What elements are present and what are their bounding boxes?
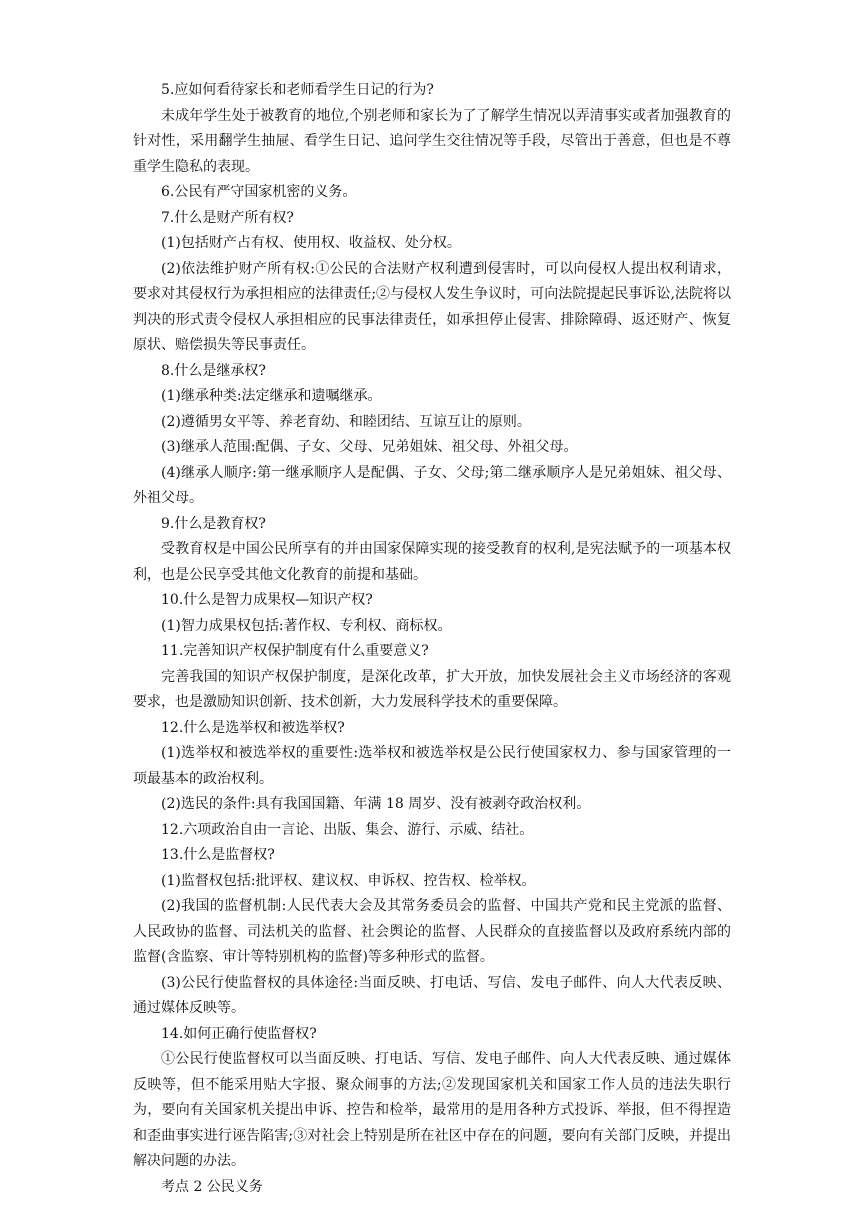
question-heading-9: 9.什么是教育权? (161, 515, 266, 532)
list-item-property-rights: (1)包括财产占有权、使用权、收益权、处分权。 (161, 235, 461, 251)
list-item-voter-conditions: (2)选民的条件:具有我国国籍、年满 18 周岁、没有被剥夺政治权利。 (161, 796, 591, 812)
question-heading-12: 12.什么是选举权和被选举权? (161, 719, 345, 736)
paragraph-student-privacy: 未成年学生处于被教育的地位,个别老师和家长为了了解学生情况以弄清事实或者加强教育的针对性，采用翻学生抽屉、看学生日记、追问学生交往情况等手段，尽管出于善意，但也是不尊重学生隐私的表现。 (133, 107, 731, 175)
question-heading-13: 13.什么是监督权? (161, 847, 275, 863)
list-item-inheritance-types: (1)继承种类:法定继承和遗嘱继承。 (161, 388, 382, 404)
paragraph-ip-significance: 完善我国的知识产权保护制度，是深化改革，扩大开放，加快发展社会主义市场经济的客观要求，也是激励知识创新、技术创新，大力发展科学技术的重要保障。 (133, 668, 731, 710)
question-heading-10: 10.什么是智力成果权—知识产权? (161, 592, 373, 608)
question-heading-14: 14.如何正确行使监督权? (161, 1025, 317, 1042)
list-item-election-importance: (1)选举权和被选举权的重要性:选举权和被选举权是公民行使国家权力、参与国家管理的一项最基本的政治权利。 (133, 745, 731, 787)
list-item-property-protection: (2)依法维护财产所有权:①公民的合法财产权利遭到侵害时，可以向侵权人提出权利请求，要求对其侵权行为承担相应的法律责任;②与侵权人发生争议时，可向法院提起民事诉讼,法院将以判决的形式责令侵权人承担相应的民事法律责任，如承担停止侵害、排除障碍、返还财产、恢复原状、赔偿损失等民事责任。 (133, 260, 731, 353)
document-body (133, 78, 731, 1200)
list-item-supervision-rights: (1)监督权包括:批评权、建议权、申诉权、控告权、检举权。 (161, 872, 536, 889)
question-heading-8: 8.什么是继承权? (161, 362, 266, 379)
list-item-intellectual-property: (1)智力成果权包括:著作权、专利权、商标权。 (161, 617, 452, 634)
list-item-heir-order: (4)继承人顺序:第一继承顺序人是配偶、子女、父母;第二继承顺序人是兄弟姐妹、祖父母、外祖父母。 (133, 464, 731, 506)
list-item-supervision-channels: (3)公民行使监督权的具体途径:当面反映、打电话、写信、发电子邮件、向人大代表反映、通过媒体反映等。 (133, 974, 731, 1016)
paragraph-supervision-practice: ①公民行使监督权可以当面反映、打电话、写信、发电子邮件、向人大代表反映、通过媒体反映等，但不能采用贴大字报、聚众闹事的方法;②发现国家机关和国家工作人员的违法失职行为，要向有关国家机关提出申诉、控告和检举，最常用的是用各种方式投诉、举报，但不得捏造和歪曲事实进行诬告陷害;③对社会上特别是所在社区中存在的问题，要向有关部门反映，并提出解决问题的办法。 (133, 1051, 731, 1169)
list-item-supervision-mechanism: (2)我国的监督机制:人民代表大会及其常务委员会的监督、中国共产党和民主党派的监督、人民政协的监督、司法机关的监督、社会舆论的监督、人民群众的直接监督以及政府系统内部的监督(含监察、审计等特别机构的监督)等多种形式的监督。 (133, 898, 731, 965)
statement-state-secrets: 6.公民有严守国家机密的义务。 (161, 184, 357, 200)
statement-political-freedoms: 12.六项政治自由一言论、出版、集会、游行、示威、结社。 (161, 821, 534, 838)
paragraph-education-right: 受教育权是中国公民所享有的并由国家保障实现的接受教育的权利,是宪法赋予的一项基本权利，也是公民享受其他文化教育的前提和基础。 (133, 541, 731, 583)
question-heading-11: 11.完善知识产权保护制度有什么重要意义? (161, 643, 429, 659)
list-item-inheritance-principles: (2)遵循男女平等、养老育幼、和睦团结、互谅互让的原则。 (161, 413, 531, 430)
section-heading-civic-duties: 考点 2 公民义务 (161, 1178, 263, 1195)
question-heading-5: 5.应如何看待家长和老师看学生日记的行为? (161, 82, 434, 98)
question-heading-7: 7.什么是财产所有权? (161, 209, 294, 226)
list-item-heir-scope: (3)继承人范围:配偶、子女、父母、兄弟姐妹、祖父母、外祖父母。 (161, 439, 578, 455)
